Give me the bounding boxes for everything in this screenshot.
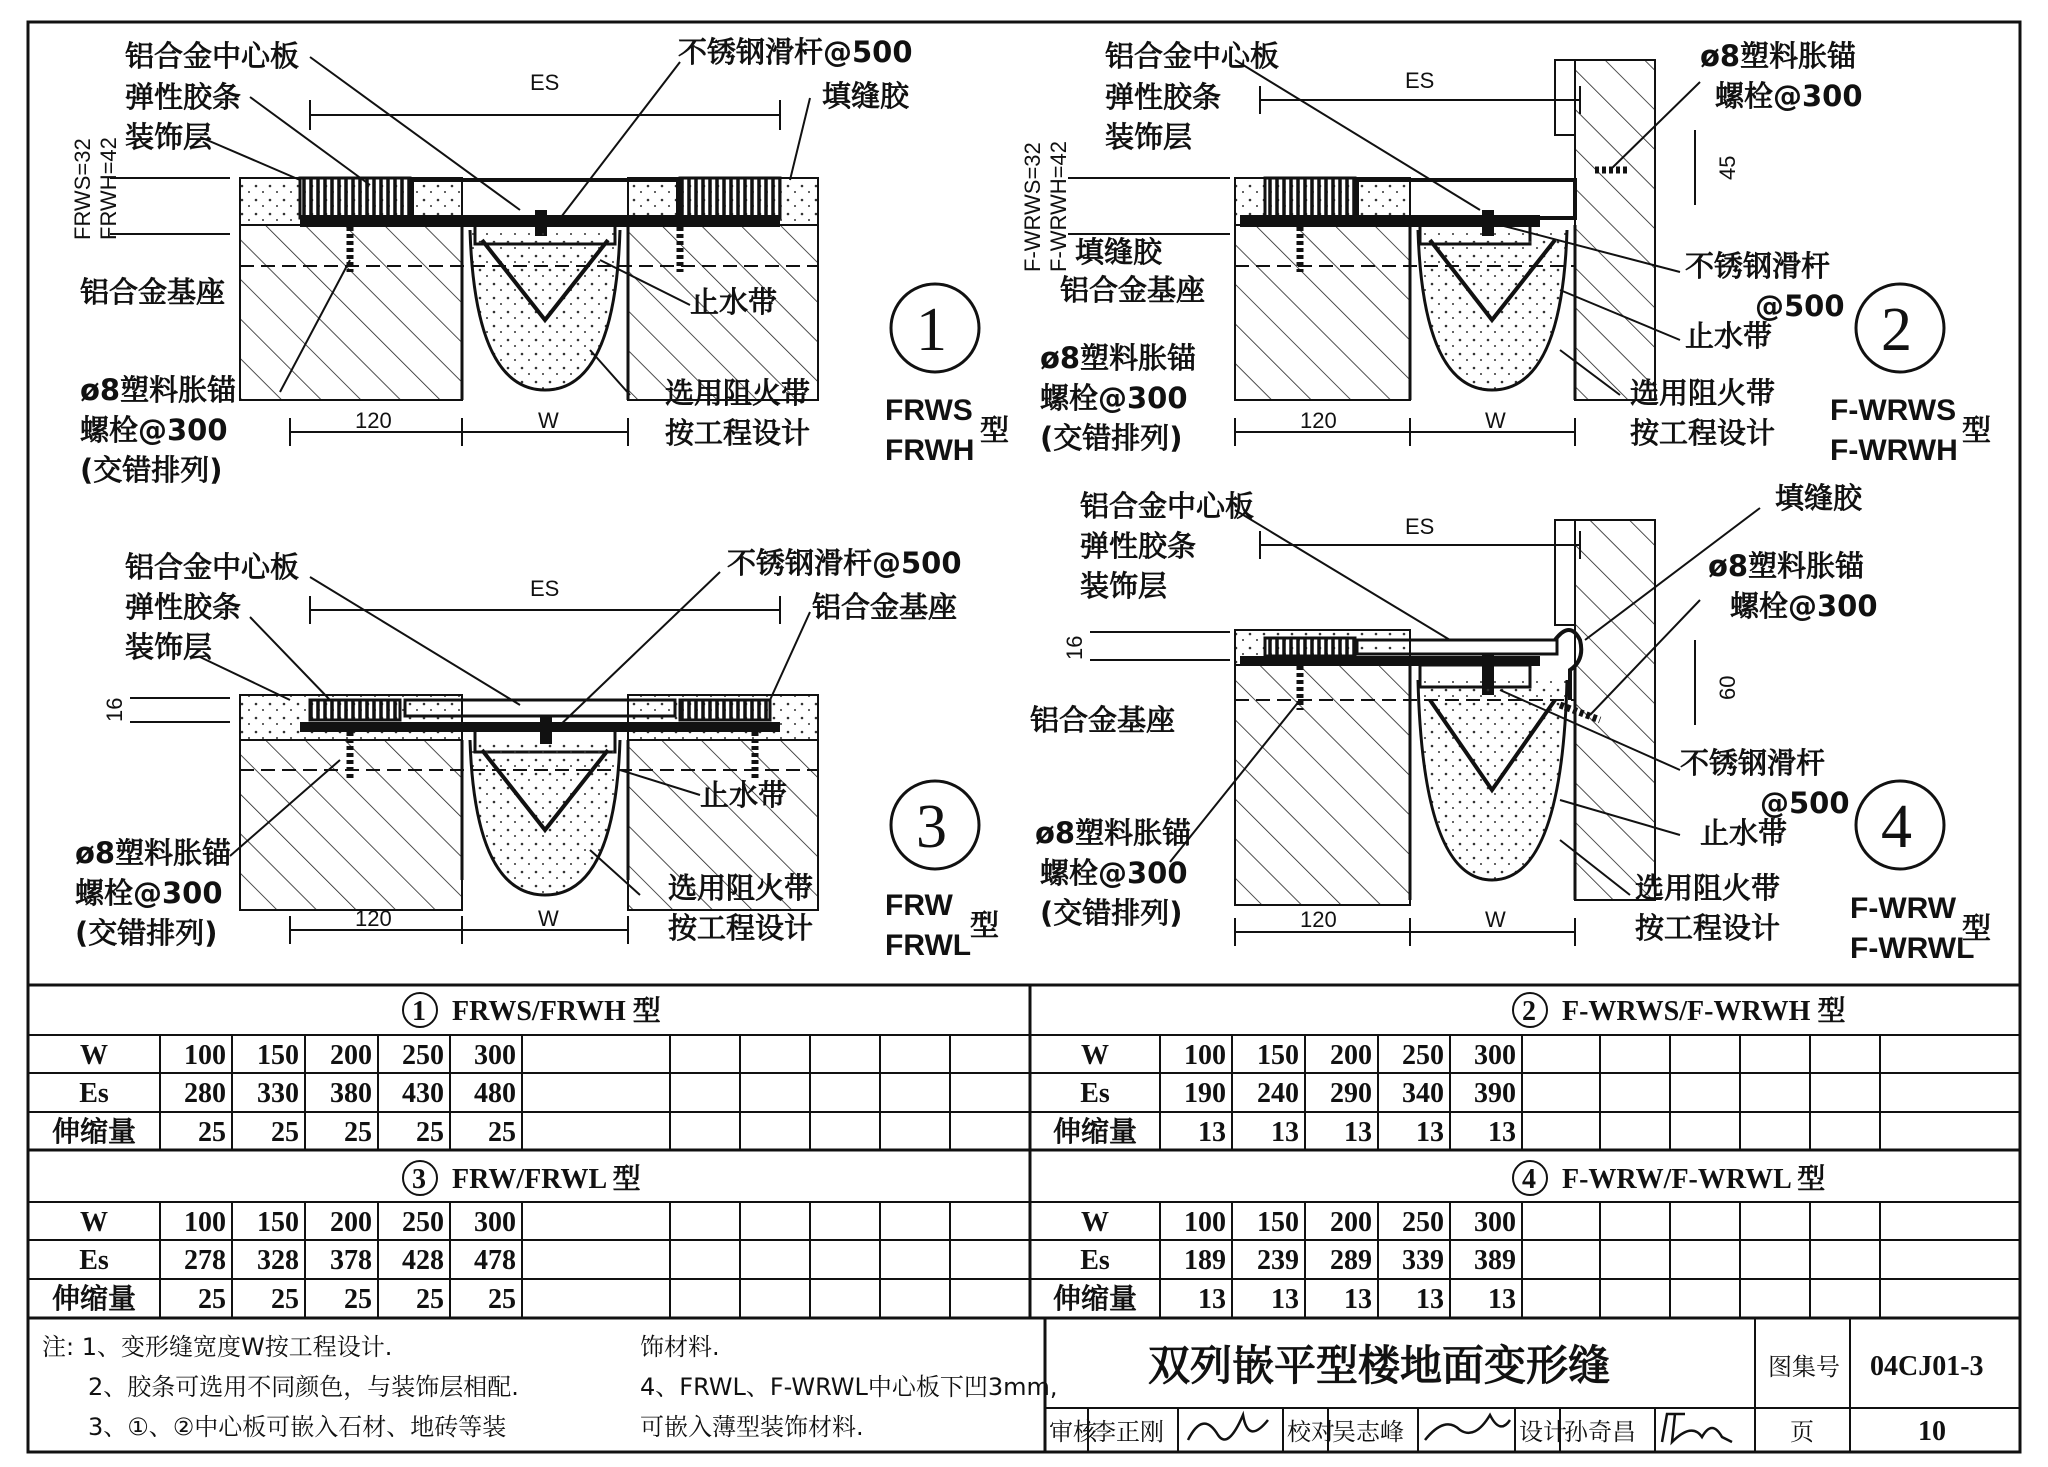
table-cell: 13 [1344,1284,1372,1315]
dim-w: W [538,408,559,433]
checker-signature [1425,1415,1510,1440]
design-label: 设计 [1519,1418,1567,1446]
table-cell: 150 [1257,1040,1299,1071]
detail-4-number: 4 [1881,793,1912,861]
dim-height-2: F-WRWH=42 [1046,141,1071,272]
table-3-title: FRW/FRWL 型 [452,1164,641,1195]
label-rubber-strip: 弹性胶条 [1105,80,1222,114]
label-rubber-strip: 弹性胶条 [125,80,242,114]
label-slide-rod: 不锈钢滑杆@500 [727,546,962,580]
table-cell: 25 [271,1117,299,1148]
table-cell: 378 [330,1245,372,1276]
table-cell: 290 [1330,1078,1372,1109]
dim-height-2: FRWH=42 [96,137,121,240]
table-row-label: Es [79,1245,109,1276]
table-cell: 390 [1474,1078,1516,1109]
detail-2-type-a: F-WRWS [1830,394,1957,427]
page-number: 10 [1918,1416,1946,1447]
table-cell: 340 [1402,1078,1444,1109]
dim-120: 120 [355,408,392,433]
label-anchor-staggered: (交错排列) [1040,421,1183,455]
table-cell: 240 [1257,1078,1299,1109]
table-cell: 328 [257,1245,299,1276]
table-cell: 13 [1271,1284,1299,1315]
review-label: 审核 [1049,1418,1097,1446]
label-water-stop: 止水带 [1685,319,1773,353]
table-cell: 330 [257,1078,299,1109]
table-row-label: 伸缩量 [51,1117,137,1148]
table-cell: 200 [1330,1040,1372,1071]
dim-height: F-WRWS=32 [1020,142,1045,272]
table-4-title: F-WRW/F-WRWL 型 [1562,1164,1826,1195]
table-cell: 189 [1184,1245,1226,1276]
table-cell: 13 [1416,1117,1444,1148]
label-sealant: 填缝胶 [1075,235,1163,269]
label-base: 铝合金基座 [1030,703,1176,737]
table-row-label: 伸缩量 [1052,1117,1138,1148]
table-row-label: Es [1080,1245,1110,1276]
page-label: 页 [1790,1418,1814,1446]
detail-2-number: 2 [1881,296,1912,364]
table-cell: 150 [257,1207,299,1238]
table-cell: 250 [402,1207,444,1238]
label-anchor: ø8塑料胀锚 [1035,816,1192,850]
table-cell: 250 [402,1040,444,1071]
notes [42,1318,1058,1452]
table-2-number: 2 [1522,996,1536,1027]
dim-wall: 45 [1715,155,1740,180]
label-fire-design: 按工程设计 [1635,911,1781,945]
table-cell: 239 [1257,1245,1299,1276]
table-cell: 250 [1402,1040,1444,1071]
note-3-cont: 饰材料. [640,1333,720,1361]
table-cell: 13 [1488,1117,1516,1148]
label-center-plate: 铝合金中心板 [125,39,300,73]
table-cell: 150 [257,1040,299,1071]
table-cell: 150 [1257,1207,1299,1238]
label-slide-rod: 不锈钢滑杆 [1685,249,1831,283]
label-fire-design: 按工程设计 [665,416,811,450]
label-center-plate: 铝合金中心板 [1105,39,1280,73]
table-cell: 13 [1416,1284,1444,1315]
detail-3-type-b: FRWL [885,929,972,962]
table-2-title: F-WRWS/F-WRWH 型 [1562,996,1846,1027]
dim-height: FRWS=32 [70,138,95,240]
atlas-number: 04CJ01-3 [1870,1351,1984,1382]
table-cell: 278 [184,1245,226,1276]
dim-es: ES [530,70,560,95]
table-cell: 13 [1344,1117,1372,1148]
label-sealant: 填缝胶 [1775,481,1863,515]
table-cell: 100 [184,1207,226,1238]
label-wall-anchor-bolt: 螺栓@300 [1730,589,1878,623]
table-cell: 25 [416,1117,444,1148]
detail-3-number: 3 [916,793,947,861]
table-cell: 300 [474,1040,516,1071]
detail-2 [1020,39,1991,467]
label-wall-anchor: ø8塑料胀锚 [1708,549,1865,583]
spec-tables-text [52,993,1845,1315]
table-row-label: W [1081,1207,1109,1238]
label-anchor-staggered: (交错排列) [80,453,223,487]
check-label: 校对 [1287,1418,1335,1446]
drawing-title: 双列嵌平型楼地面变形缝 [1148,1341,1611,1390]
label-anchor: ø8塑料胀锚 [1040,341,1197,375]
dim-120: 120 [1300,408,1337,433]
note-4-cont: 可嵌入薄型装饰材料. [640,1413,864,1441]
label-finish-layer: 装饰层 [1105,120,1193,154]
label-base: 铝合金基座 [1060,273,1206,307]
label-slide-rod-spacing: @500 [1755,289,1845,323]
label-water-stop: 止水带 [1700,816,1788,850]
note-2: 2、胶条可选用不同颜色，与装饰层相配. [88,1373,519,1401]
label-finish-layer: 装饰层 [125,120,213,154]
table-cell: 200 [330,1040,372,1071]
table-cell: 25 [488,1284,516,1315]
detail-2-type-suffix: 型 [1962,413,1992,447]
detail-4 [1030,481,1991,965]
detail-1-number: 1 [916,296,947,364]
label-anchor-bolt: 螺栓@300 [1040,856,1188,890]
detail-1-type-a: FRWS [885,394,973,427]
label-anchor-bolt: 螺栓@300 [75,876,223,910]
table-cell: 300 [1474,1040,1516,1071]
table-cell: 200 [1330,1207,1372,1238]
table-cell: 250 [1402,1207,1444,1238]
label-center-plate: 铝合金中心板 [1080,489,1255,523]
designer-signature [1662,1414,1732,1442]
dim-120: 120 [355,906,392,931]
label-anchor-bolt: 螺栓@300 [1040,381,1188,415]
table-cell: 480 [474,1078,516,1109]
table-cell: 25 [198,1284,226,1315]
detail-3 [75,546,999,962]
table-cell: 428 [402,1245,444,1276]
dim-w: W [538,906,559,931]
label-fire-band: 选用阻火带 [668,871,814,905]
label-anchor: ø8塑料胀锚 [80,373,237,407]
table-cell: 300 [1474,1207,1516,1238]
table-cell: 25 [416,1284,444,1315]
table-cell: 289 [1330,1245,1372,1276]
detail-1-type-suffix: 型 [980,413,1010,447]
label-wall-anchor-bolt: 螺栓@300 [1715,79,1863,113]
table-cell: 478 [474,1245,516,1276]
note-4: 4、FRWL、F-WRWL中心板下凹3mm, [640,1373,1058,1401]
table-row-label: W [80,1207,108,1238]
spec-tables [28,985,2020,1318]
table-row-label: Es [1080,1078,1110,1109]
table-cell: 100 [1184,1207,1226,1238]
detail-4-type-a: F-WRW [1850,892,1957,925]
table-row-label: 伸缩量 [1052,1284,1138,1315]
table-row-label: Es [79,1078,109,1109]
dim-w: W [1485,907,1506,932]
table-cell: 300 [474,1207,516,1238]
table-cell: 25 [344,1284,372,1315]
table-cell: 430 [402,1078,444,1109]
note-3: 3、①、②中心板可嵌入石材、地砖等装 [88,1413,507,1441]
dim-height: 16 [102,697,127,722]
label-center-plate: 铝合金中心板 [125,550,300,584]
dim-w: W [1485,408,1506,433]
label-fire-design: 按工程设计 [1630,416,1776,450]
label-finish-layer: 装饰层 [1080,569,1168,603]
table-cell: 380 [330,1078,372,1109]
table-cell: 25 [344,1117,372,1148]
detail-1 [70,35,1009,487]
label-sealant: 填缝胶 [822,79,910,113]
designer-name: 孙奇昌 [1564,1418,1636,1446]
checker-name: 吴志峰 [1332,1418,1404,1446]
table-1-number: 1 [412,996,426,1027]
table-4-number: 4 [1522,1164,1536,1195]
dim-es: ES [1405,68,1435,93]
table-cell: 100 [1184,1040,1226,1071]
label-anchor-staggered: (交错排列) [1040,896,1183,930]
table-cell: 200 [330,1207,372,1238]
table-cell: 25 [488,1117,516,1148]
label-slide-rod: 不锈钢滑杆@500 [678,35,913,69]
dim-wall: 60 [1715,675,1740,700]
table-cell: 13 [1198,1284,1226,1315]
label-water-stop: 止水带 [700,778,788,812]
dim-120: 120 [1300,907,1337,932]
label-wall-anchor: ø8塑料胀锚 [1700,39,1857,73]
reviewer-name: 李正刚 [1092,1418,1164,1446]
table-row-label: 伸缩量 [51,1284,137,1315]
table-cell: 339 [1402,1245,1444,1276]
label-slide-rod: 不锈钢滑杆 [1680,746,1826,780]
label-rubber-strip: 弹性胶条 [1080,529,1197,563]
table-cell: 389 [1474,1245,1516,1276]
table-cell: 190 [1184,1078,1226,1109]
detail-1-type-b: FRWH [885,434,975,467]
label-fire-band: 选用阻火带 [1635,871,1781,905]
table-cell: 13 [1271,1117,1299,1148]
detail-3-type-a: FRW [885,889,953,922]
dim-height: 16 [1062,635,1087,660]
table-cell: 25 [198,1117,226,1148]
label-water-stop: 止水带 [690,285,778,319]
table-cell: 13 [1198,1117,1226,1148]
title-block [1045,1318,2020,1452]
table-cell: 100 [184,1040,226,1071]
table-cell: 280 [184,1078,226,1109]
table-row-label: W [1081,1040,1109,1071]
dim-es: ES [530,576,560,601]
label-fire-design: 按工程设计 [668,911,814,945]
label-anchor: ø8塑料胀锚 [75,836,232,870]
detail-2-type-b: F-WRWH [1830,434,1958,467]
atlas-label: 图集号 [1768,1353,1840,1381]
label-anchor-staggered: (交错排列) [75,916,218,950]
detail-4-type-b: F-WRWL [1850,932,1975,965]
table-cell: 25 [271,1284,299,1315]
table-cell: 13 [1488,1284,1516,1315]
label-base: 铝合金基座 [80,275,226,309]
table-row-label: W [80,1040,108,1071]
label-fire-band: 选用阻火带 [665,376,811,410]
label-base: 铝合金基座 [812,590,958,624]
label-slide-rod-spacing: @500 [1760,786,1850,820]
table-1-title: FRWS/FRWH 型 [452,996,661,1027]
label-fire-band: 选用阻火带 [1630,376,1776,410]
detail-4-type-suffix: 型 [1962,911,1992,945]
label-finish-layer: 装饰层 [125,630,213,664]
label-rubber-strip: 弹性胶条 [125,590,242,624]
dim-es: ES [1405,514,1435,539]
note-1: 注: 1、变形缝宽度W按工程设计. [42,1333,393,1361]
label-anchor-bolt: 螺栓@300 [80,413,228,447]
table-3-number: 3 [412,1164,426,1195]
reviewer-signature [1188,1415,1268,1440]
detail-3-type-suffix: 型 [970,908,1000,942]
